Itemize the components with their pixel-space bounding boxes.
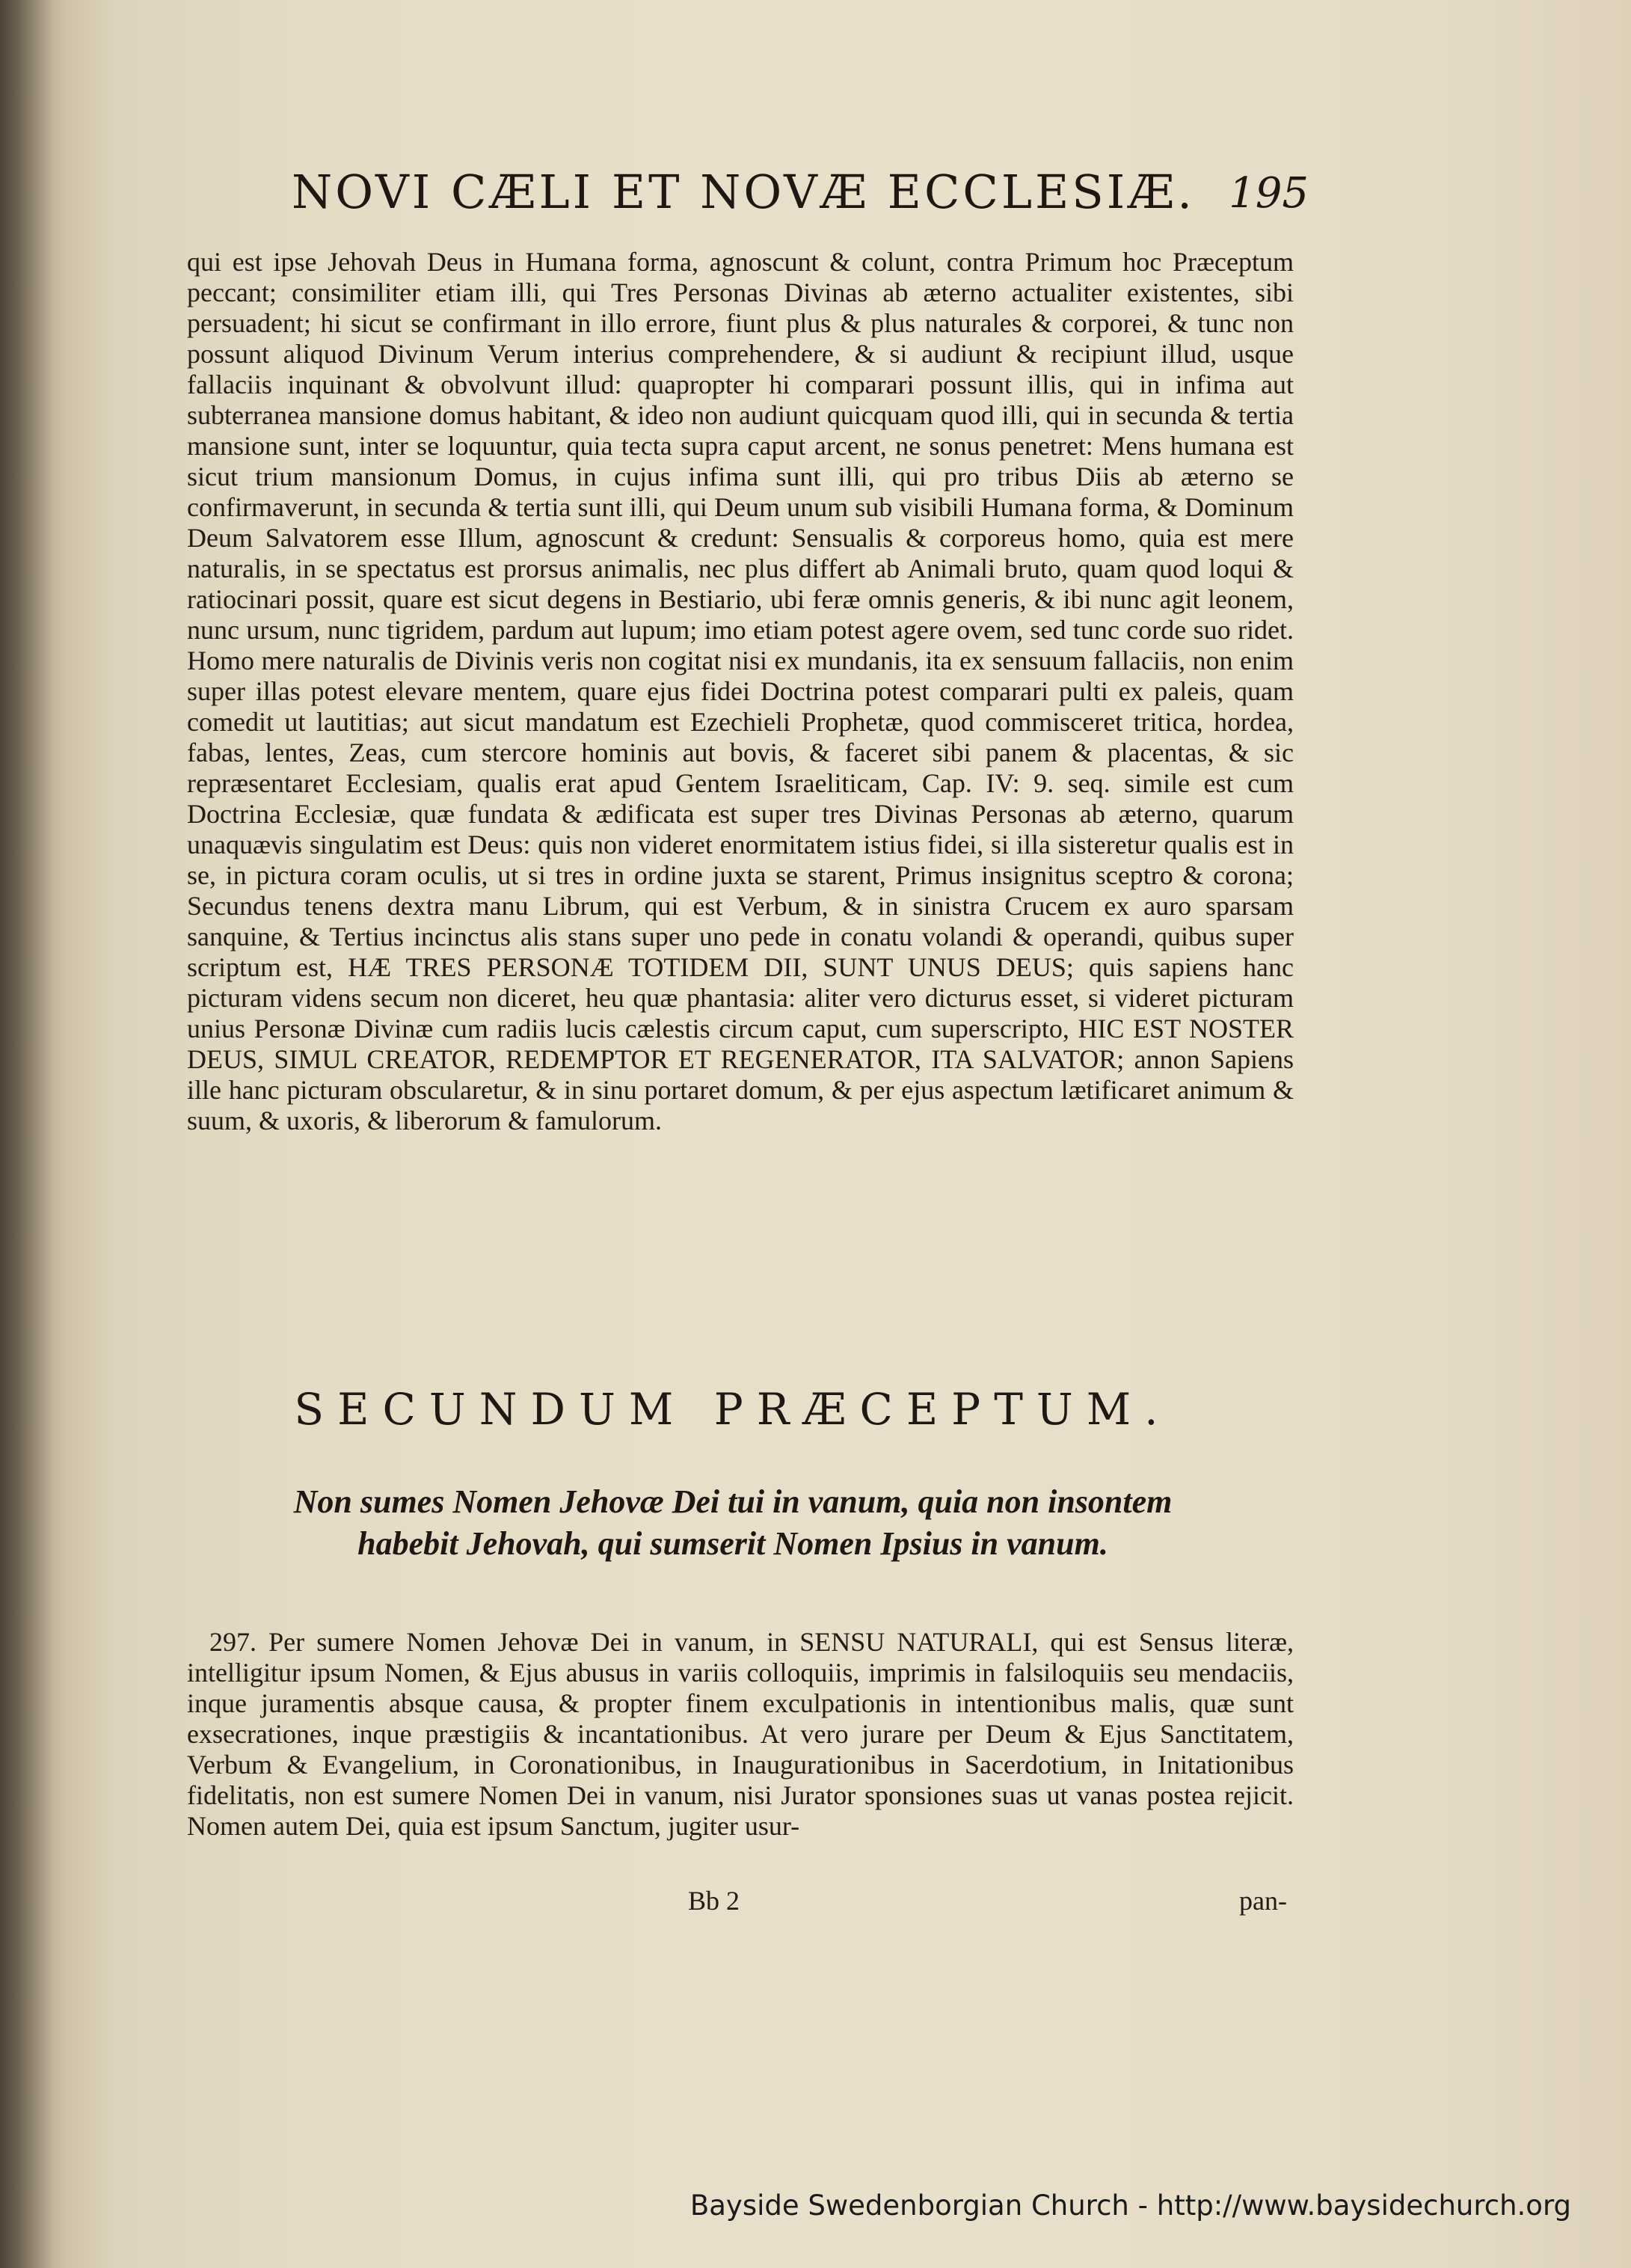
running-title: NOVI CÆLI ET NOVÆ ECCLESIÆ. [292,165,1195,219]
main-paragraph-text: qui est ipse Jehovah Deus in Humana forma, agnoscunt & colunt, contra Primum hoc Præceptum peccant; consimiliter etiam illi, qui Tres Personas Divinas ab æterno actualiter existentes, sibi persuadent; hi sicut se confirmant in illo errore, fiunt plus & plus naturales & corporei, & tunc non possunt aliquod Divinum Verum interius comprehendere, & si audiunt & recipiunt illud, usque fallaciis inquinant & obvolvunt illud: quapropter hi comparari possunt illis, qui in infima aut subterranea mansione domus habitant, & ideo non audiunt quicquam quod illi, qui in secunda & tertia mansione sunt, inter se loquuntur, quia tecta supra caput arcent, ne sonus penetret: Mens humana est sicut trium mansionum Domus, in cujus infima sunt illi, qui pro tribus Diis ab æterno se confirmaverunt, in secunda & tertia sunt illi, qui Deum unum sub visibili Humana forma, & Dominum Deum Salvatorem esse Illum, agnoscunt & credunt: Sensualis & corporeus homo, quia est mere naturalis, in se spectatus est prorsus animalis, nec plus differt ab Animali bruto, quam quod loqui & ratiocinari possit, quare est sicut degens in Bestiario, ubi feræ omnis generis, & ibi nunc agit leonem, nunc ursum, nunc tigridem, pardum aut lupum; imo etiam potest agere ovem, sed tunc corde suo ridet. Homo mere naturalis de Divinis veris non cogitat nisi ex mundanis, ita ex sensuum fallaciis, non enim super illas potest elevare mentem, quare ejus fidei Doctrina potest comparari pulti ex paleis, quam comedit ut lautitias; aut sicut mandatum est Ezechieli Prophetæ, quod commisceret tritica, hordea, fabas, lentes, Zeas, cum stercore hominis aut bovis, & faceret sibi panem & placentas, & sic repræsentaret Ecclesiam, qualis erat apud Gentem Israeliticam, Cap. IV: 9. seq. simile est cum Doctrina Ecclesiæ, quæ fundata & ædificata est super tres Divinas Personas ab æterno, quarum unaquævis singulatim est Deus: quis non videret enormitatem istius fidei, si illa sisteretur qualis est in se, in pictura coram oculis, ut si tres in ordine juxta se starent, Primus insignitus sceptro & corona; Secundus tenens dextra manu Librum, qui est Verbum, & in sinistra Crucem ex auro sparsam sanquine, & Tertius incinctus alis stans super uno pede in conatu volandi & operandi, quibus super scriptum est, HÆ TRES PERSONÆ TOTIDEM DII, SUNT UNUS DEUS; quis sapiens hanc picturam videns secum non diceret, heu quæ phantasia: aliter vero dicturus esset, si videret picturam unius Personæ Divinæ cum radiis lucis cælestis circum caput, cum superscripto, HIC EST NOSTER DEUS, SIMUL CREATOR, REDEMPTOR ET REGENERATOR, ITA SALVATOR; annon Sapiens ille hanc picturam obscularetur, & in sinu portaret domum, & per ejus aspectum lætificaret animum & suum, & uxoris, & liberorum & famulorum. [187,247,1294,1135]
page-number: 195 [1229,169,1309,218]
main-paragraph [187,247,1294,1136]
signature-mark: Bb 2 [688,1886,740,1916]
paragraph-297: 297. Per sumere Nomen Jehovæ Dei in vanum, in SENSU NATURALI, qui est Sensus literæ, intelligitur ipsum Nomen, & Ejus abusus in variis colloquiis, imprimis in falsiloquiis seu mendaciis, inque juramentis absque causa, & propter finem exculpationis in intentionibus malis, quæ sunt exsecrationes, inque præstigiis & incantationibus. At vero jurare per Deum & Ejus Sanctitatem, Verbum & Evangelium, in Coronationibus, in Inaugurationibus in Sacerdotium, in Initationibus fidelitatis, non est sumere Nomen Dei in vanum, nisi Jurator sponsiones suas ut vanas postea rejicit. Nomen autem Dei, quia est ipsum Sanctum, jugiter usur- [187,1627,1294,1841]
running-head [292,157,1309,239]
commandment-line-1: Non sumes Nomen Jehovæ Dei tui in vanum, quia non insontem [293,1483,1173,1520]
catchword: pan- [1239,1886,1287,1916]
section-heading: SECUNDUM PRÆCEPTUM. [294,1384,1172,1435]
commandment-line-2: habebit Jehovah, qui sumserit Nomen Ipsius in vanum. [357,1525,1108,1562]
commandment-quote [172,1481,1294,1565]
watermark-caption: Bayside Swedenborgian Church - http://www.baysidechurch.org [689,2189,1571,2222]
